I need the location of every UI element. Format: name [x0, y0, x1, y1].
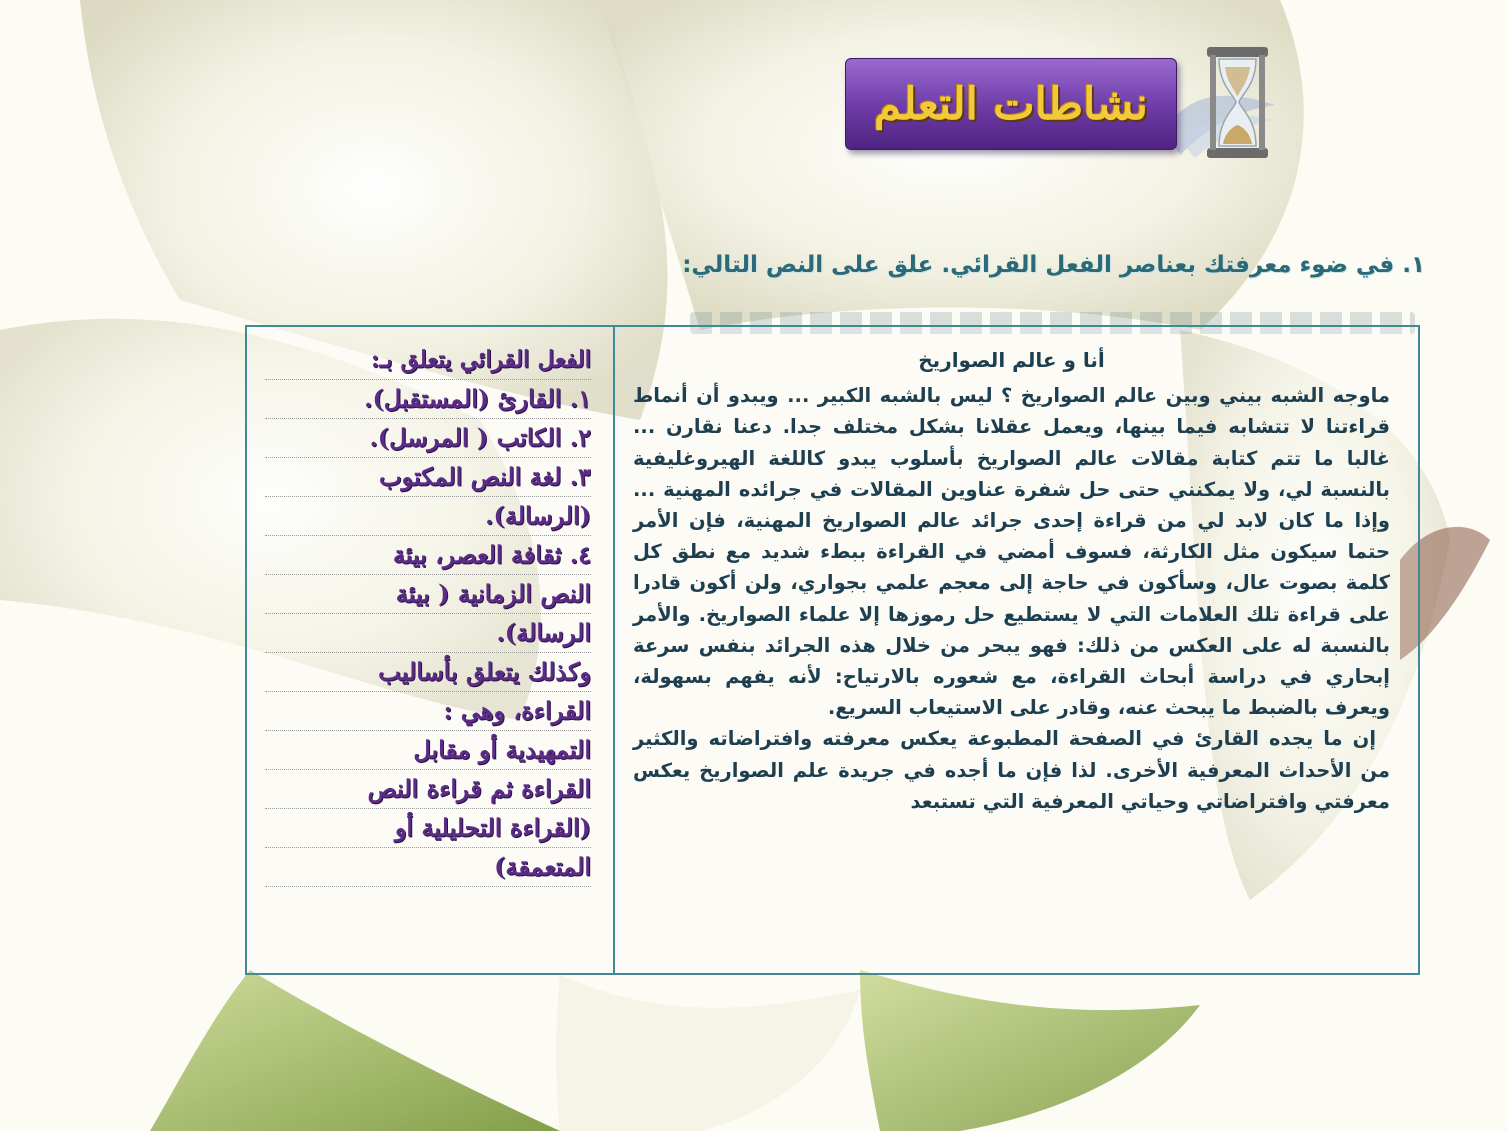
answer-line: ٣. لغة النص المكتوب [265, 458, 591, 497]
activity-table [245, 325, 1420, 975]
answer-line: ١. القارئ (المستقبل). [265, 380, 591, 419]
question-text: ١. في ضوء معرفتك بعناصر الفعل القرائي. علق على النص التالي: [682, 252, 1425, 278]
answer-line: القراءة ثم قراءة النص [265, 770, 591, 809]
answer-line: المتعمقة) [265, 848, 591, 887]
story-paragraph-1: ماوجه الشبه بيني وبين عالم الصواريخ ؟ ليس بالشبه الكبير ... ويبدو أن أنماط قراءتنا لا تتشابه فيما بينها، ويعمل عقلانا بشكل مختلف جدا. دعنا نقارن ... غالبا ما تتم كتابة مقالات عالم الصواريخ بأسلوب يبدو كاللغة الهيروغليفية بالنسبة لي، ولا يمكنني حتى حل شفرة عناوين المقالات في جرائده المهنية ... وإذا ما كان لابد لي من قراءة إحدى جرائد عالم الصواريخ المهنية، فإن الأمر حتما سيكون مثل الكارثة، فسوف أمضي في القراءة ببطء شديد مع نطق كل كلمة بصوت عال، وسأكون في حاجة إلى معجم علمي بجواري، ولن أكون قادرا على قراءة تلك العلامات التي لا يستطيع حل رموزها إلا علماء الصواريخ. والأمر بالنسبة له على العكس من ذلك: فهو يبحر من خلال هذه الجرائد بنفس سرعة إبحاري في دراسة أبحاث القراءة، مع شعوره بالارتياح: لأنه يفهم بسهولة، ويعرف بالضبط ما يبحث عنه، وقادر على الاستيعاب السريع. [633, 384, 1390, 720]
answer-line: ٢. الكاتب ( المرسل). [265, 419, 591, 458]
page-title: نشاطات التعلم [873, 78, 1149, 130]
answer-line: (الرسالة). [265, 497, 591, 536]
answer-cell [247, 327, 613, 973]
story-title: أنا و عالم الصواريخ [918, 348, 1105, 372]
answer-line: الفعل القرائي يتعلق بـ: [265, 341, 591, 380]
title-banner [845, 58, 1177, 150]
answer-line: القراءة، وهي : [265, 692, 591, 731]
answer-line: (القراءة التحليلية أو [265, 809, 591, 848]
answer-line: الرسالة). [265, 614, 591, 653]
answer-line: وكذلك يتعلق بأساليب [265, 653, 591, 692]
answer-line: النص الزمانية ( بيئة [265, 575, 591, 614]
hourglass-icon [1205, 45, 1270, 160]
answer-line: التمهيدية أو مقابل [265, 731, 591, 770]
answer-line: ٤. ثقافة العصر، بيئة [265, 536, 591, 575]
story-paragraph-2: إن ما يجده القارئ في الصفحة المطبوعة يعكس معرفته وافتراضاته والكثير من الأحداث المعرفية الأخرى. لذا فإن ما أجده في جريدة علم الصواريخ يعكس معرفتي وافتراضاتي وحياتي المعرفية التي تستبعد [633, 727, 1390, 813]
reading-text-cell [613, 327, 1418, 973]
